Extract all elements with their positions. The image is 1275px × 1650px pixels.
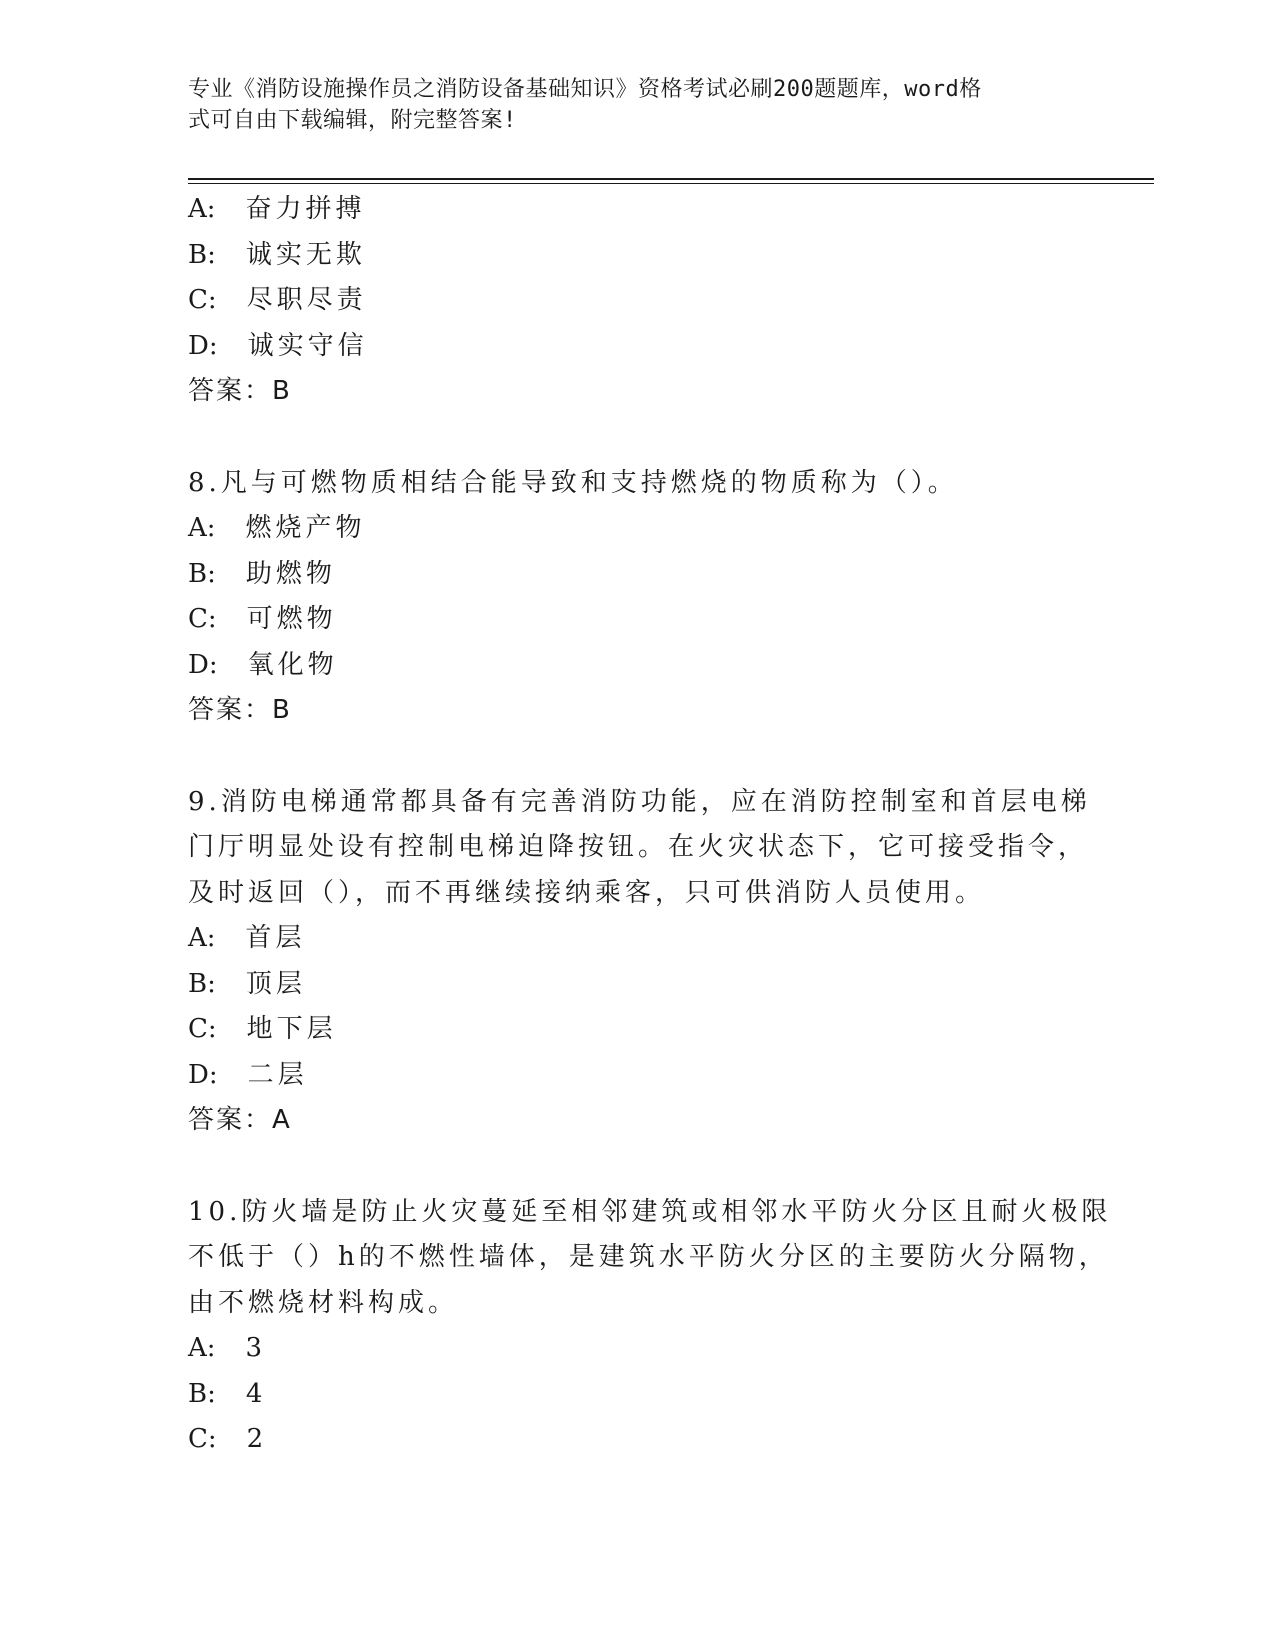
option-letter: C: xyxy=(188,285,217,315)
option-letter: A: xyxy=(188,194,216,224)
option-letter: B: xyxy=(188,558,216,589)
option-c xyxy=(188,1007,1088,1053)
answer-line: 答案：B xyxy=(188,376,292,406)
question-8 xyxy=(188,461,1088,734)
header-line-2: 式可自由下载编辑，附完整答案! xyxy=(188,108,517,133)
question-10 xyxy=(188,1190,1112,1463)
question-stem-line-2: 不低于（）h的不燃性墙体，是建筑水平防火分区的主要防火分隔物， xyxy=(188,1242,1109,1272)
question-stem: 8.凡与可燃物质相结合能导致和支持燃烧的物质称为（）。 xyxy=(188,467,958,498)
option-a xyxy=(188,506,1088,552)
header-divider xyxy=(188,178,1154,184)
option-letter: C: xyxy=(188,1424,217,1454)
option-text: 二层 xyxy=(247,1059,308,1090)
option-letter: A: xyxy=(188,923,216,953)
page-header xyxy=(188,74,1068,136)
option-b xyxy=(188,1372,1088,1418)
option-text: 顶层 xyxy=(245,968,306,999)
header-line-1: 专业《消防设施操作员之消防设备基础知识》资格考试必刷200题题库，word格 xyxy=(188,77,982,102)
option-letter: D: xyxy=(188,1059,218,1090)
option-text: 诚实无欺 xyxy=(245,239,366,270)
answer-line: 答案：A xyxy=(188,1105,292,1135)
question-stem-line-3: 及时返回（），而不再继续接纳乘客，只可供消防人员使用。 xyxy=(188,877,986,908)
option-d xyxy=(188,1053,1088,1099)
option-c xyxy=(188,1417,1088,1463)
option-text: 可燃物 xyxy=(246,604,337,634)
option-text: 燃烧产物 xyxy=(245,513,366,543)
option-a xyxy=(188,1326,1088,1372)
question-stem-line-3: 由不燃烧材料构成。 xyxy=(188,1287,459,1318)
answer-line: 答案：B xyxy=(188,695,292,725)
option-letter: C: xyxy=(188,1014,217,1044)
question-stem-line-1: 10.防火墙是防止火灾蔓延至相邻建筑或相邻水平防火分区且耐火极限 xyxy=(188,1196,1112,1227)
option-d xyxy=(188,324,1088,370)
option-a xyxy=(188,187,1088,233)
option-text: 3 xyxy=(245,1333,267,1363)
option-text: 氧化物 xyxy=(247,649,338,680)
option-text: 首层 xyxy=(245,923,306,953)
question-9 xyxy=(188,780,1091,1144)
option-text: 诚实守信 xyxy=(247,330,368,361)
option-letter: B: xyxy=(188,239,216,270)
question-stem-line-1: 9.消防电梯通常都具备有完善消防功能，应在消防控制室和首层电梯 xyxy=(188,786,1091,817)
option-letter: D: xyxy=(188,330,218,361)
option-d xyxy=(188,643,1088,689)
option-letter: D: xyxy=(188,649,218,680)
option-c xyxy=(188,278,1088,324)
option-text: 地下层 xyxy=(246,1014,337,1044)
option-letter: B: xyxy=(188,968,216,999)
option-text: 尽职尽责 xyxy=(246,285,367,315)
option-text: 4 xyxy=(245,1378,267,1409)
option-b xyxy=(188,552,1088,598)
question-content xyxy=(188,187,1112,1463)
option-letter: B: xyxy=(188,1378,216,1409)
option-text: 奋力拼搏 xyxy=(245,194,366,224)
option-letter: C: xyxy=(188,604,217,634)
option-b xyxy=(188,233,1088,279)
option-text: 2 xyxy=(246,1424,268,1454)
option-a xyxy=(188,916,1088,962)
question-stem-line-2: 门厅明显处设有控制电梯迫降按钮。在火灾状态下，它可接受指令， xyxy=(188,832,1089,862)
option-b xyxy=(188,962,1088,1008)
option-text: 助燃物 xyxy=(245,558,336,589)
option-letter: A: xyxy=(188,513,216,543)
option-c xyxy=(188,597,1088,643)
question-7 xyxy=(188,187,1088,415)
option-letter: A: xyxy=(188,1333,216,1363)
